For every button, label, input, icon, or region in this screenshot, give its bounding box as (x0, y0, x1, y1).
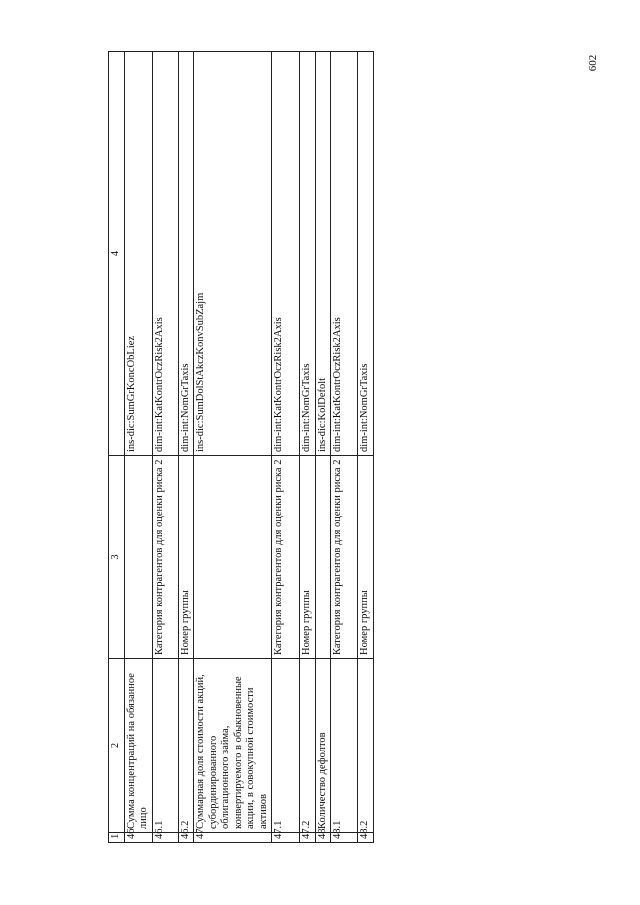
table-row (152, 52, 178, 843)
row-number: 47.2 (300, 833, 316, 843)
row-number: 48 (315, 833, 331, 843)
row-code: ins-dic:KolDefolt (315, 52, 331, 456)
row-dimension: Номер группы (358, 456, 374, 659)
row-number: 48.2 (358, 833, 374, 843)
table-row (178, 52, 194, 843)
table-header-row (109, 52, 125, 843)
row-name (358, 659, 374, 833)
row-code: ins-dic:SumDolStAkczKonvSubZajm (194, 52, 272, 456)
row-code: dim-int:KatKontrOczRisk2Axis (331, 52, 358, 456)
attributes-table (108, 51, 374, 843)
row-number: 46.2 (178, 833, 194, 843)
row-code: dim-int:NomGrTaxis (178, 52, 194, 456)
table-row (315, 52, 331, 843)
row-dimension: Категория контрагентов для оценки риска 2 (331, 456, 358, 659)
row-dimension: Номер группы (300, 456, 316, 659)
page-number: 602 (587, 54, 599, 72)
row-name (152, 659, 178, 833)
column-header-2: 2 (109, 659, 125, 833)
table-row (300, 52, 316, 843)
row-name (300, 659, 316, 833)
row-name: Суммарная доля стоимости акций, субординированного облигационного займа, конвертируемого в обыкновенные акции, в совокупной стоимости активов (194, 659, 272, 833)
table-row (194, 52, 272, 843)
row-name (331, 659, 358, 833)
table-row (331, 52, 358, 843)
row-dimension: Категория контрагентов для оценки риска 2 (272, 456, 300, 659)
row-number: 47.1 (272, 833, 300, 843)
column-header-4: 4 (109, 52, 125, 456)
row-number: 48.1 (331, 833, 358, 843)
row-code: dim-int:NomGrTaxis (358, 52, 374, 456)
row-code: dim-int:KatKontrOczRisk2Axis (272, 52, 300, 456)
row-code: dim-int:KatKontrOczRisk2Axis (152, 52, 178, 456)
table-row (124, 52, 152, 843)
row-number: 46 (124, 833, 152, 843)
column-header-3: 3 (109, 456, 125, 659)
rotated-table-container (108, 52, 370, 843)
row-name (178, 659, 194, 833)
row-dimension (315, 456, 331, 659)
row-dimension: Категория контрагентов для оценки риска 2 (152, 456, 178, 659)
row-name (272, 659, 300, 833)
column-header-1: 1 (109, 833, 125, 843)
row-code: dim-int:NomGrTaxis (300, 52, 316, 456)
row-dimension (124, 456, 152, 659)
row-dimension: Номер группы (178, 456, 194, 659)
table-row (358, 52, 374, 843)
row-code: ins-dic:SumGrKoncObLiez (124, 52, 152, 456)
row-dimension (194, 456, 272, 659)
row-number: 46.1 (152, 833, 178, 843)
row-name: Сумма концентраций на обязанное лицо (124, 659, 152, 833)
table-row (272, 52, 300, 843)
row-name: Количество дефолтов (315, 659, 331, 833)
row-number: 47 (194, 833, 272, 843)
